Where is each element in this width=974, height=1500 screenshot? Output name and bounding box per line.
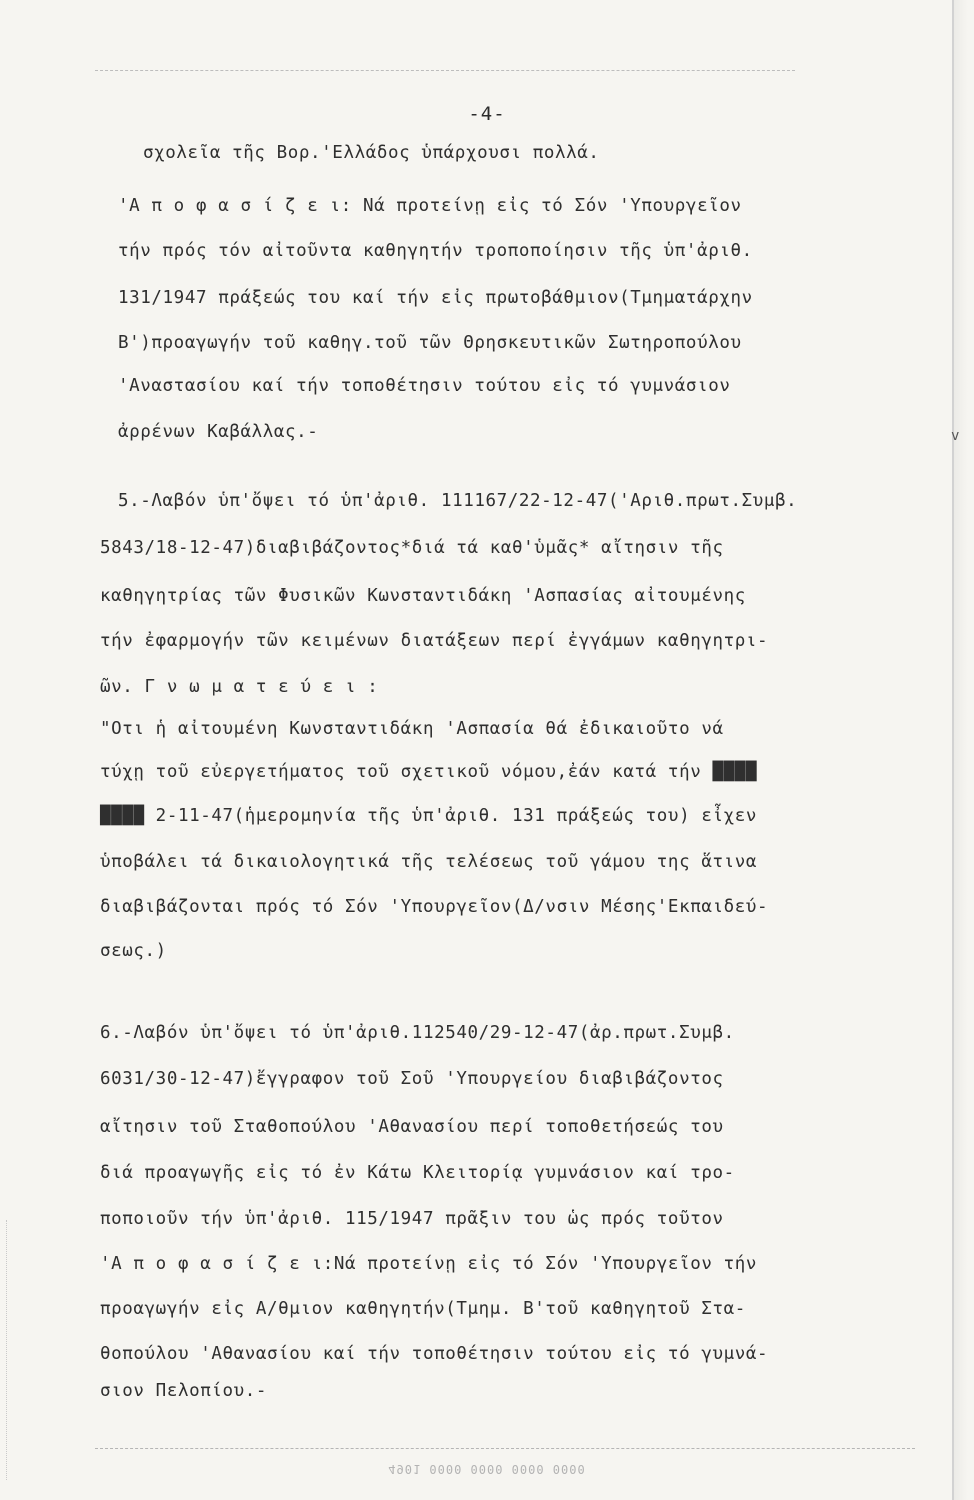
text-line: θοπούλου 'Αθανασίου καί τήν τοποθέτησιν τούτου εἰς τό γυμνά-	[100, 1344, 769, 1364]
text-line: 'Α π ο φ α σ ί ζ ε ι:Νά προτείνῃ εἰς τό Σόν 'Υπουργεῖον τήν	[100, 1254, 758, 1274]
text-line: σιον Πελοπίου.-	[100, 1381, 268, 1401]
text-line: προαγωγήν εἰς Α/θμιον καθηγητήν(Τμημ. Β'τοῦ καθηγητοῦ Στα-	[100, 1299, 746, 1319]
text-line: 5.-Λαβόν ὑπ'ὄψει τό ὑπ'ἀριθ. 111167/22-12-47('Αριθ.πρωτ.Συμβ.	[118, 491, 798, 511]
footer-stamp: 4901 0000 0000 0000 0000	[388, 1462, 586, 1476]
text-line: τύχῃ τοῦ εὐεργετήματος τοῦ σχετικοῦ νόμου,ἐάν κατά τήν ████	[100, 762, 758, 782]
margin-mark: v	[951, 428, 960, 444]
text-line: καθηγητρίας τῶν Φυσικῶν Κωνσταντιδάκη 'Ασπασίας αἰτουμένης	[100, 586, 746, 606]
page-number: -4-	[468, 103, 506, 125]
text-line: σεως.)	[100, 941, 167, 961]
text-line: 5843/18-12-47)διαβιβάζοντος*διά τά καθ'ὑμᾶς* αἴτησιν τῆς	[100, 538, 724, 558]
text-line: ῶν. Γ ν ω μ α τ ε ύ ε ι :	[100, 677, 379, 697]
text-line: Β')προαγωγήν τοῦ καθηγ.τοῦ τῶν Θρησκευτικῶν Σωτηροπούλου	[118, 333, 742, 353]
text-line: 'Α π ο φ α σ ί ζ ε ι: Νά προτείνῃ εἰς τό Σόν 'Υπουργεῖον	[118, 196, 742, 216]
binding-edge	[952, 0, 968, 1500]
left-edge-mark	[6, 1220, 17, 1480]
text-line: 'Αναστασίου καί τήν τοποθέτησιν τούτου εἰς τό γυμνάσιον	[118, 376, 731, 396]
text-line: ποποιοῦν τήν ὑπ'ἀριθ. 115/1947 πρᾶξιν του ὡς πρός τοῦτον	[100, 1209, 724, 1229]
text-line: ἀρρένων Καβάλλας.-	[118, 422, 319, 442]
text-line: τήν πρός τόν αἰτοῦντα καθηγητήν τροποποίησιν τῆς ὑπ'ἀριθ.	[118, 241, 753, 261]
text-line: αἴτησιν τοῦ Σταθοπούλου 'Αθανασίου περί τοποθετήσεώς του	[100, 1117, 724, 1137]
text-line: τήν ἐφαρμογήν τῶν κειμένων διατάξεων περί ἐγγάμων καθηγητρι-	[100, 631, 769, 651]
text-line: 6.-Λαβόν ὑπ'ὄψει τό ὑπ'ἀριθ.112540/29-12-47(ἀρ.πρωτ.Συμβ.	[100, 1023, 735, 1043]
text-line: "Οτι ἡ αἰτουμένη Κωνσταντιδάκη 'Ασπασία θά ἐδικαιοῦτο νά	[100, 719, 724, 739]
text-line: 6031/30-12-47)ἔγγραφον τοῦ Σοῦ 'Υπουργείου διαβιβάζοντος	[100, 1069, 724, 1089]
text-line: 131/1947 πράξεώς του καί τήν εἰς πρωτοβάθμιον(Τμηματάρχην	[118, 288, 753, 308]
text-line: ████ 2-11-47(ἡμερομηνία τῆς ὑπ'ἀριθ. 131 πράξεώς του) εἶχεν	[100, 806, 758, 826]
text-line: διά προαγωγῆς εἰς τό ἐν Κάτω Κλειτορίᾳ γυμνάσιον καί τρο-	[100, 1163, 735, 1183]
bottom-rule	[95, 1448, 915, 1449]
text-line: ὑποβάλει τά δικαιολογητικά τῆς τελέσεως τοῦ γάμου της ἅτινα	[100, 852, 758, 872]
text-line: σχολεῖα τῆς Βορ.'Ελλάδος ὑπάρχουσι πολλά.	[143, 143, 600, 163]
top-rule	[95, 70, 795, 71]
text-line: διαβιβάζονται πρός τό Σόν 'Υπουργεῖον(Δ/νσιν Μέσης'Εκπαιδεύ-	[100, 897, 769, 917]
